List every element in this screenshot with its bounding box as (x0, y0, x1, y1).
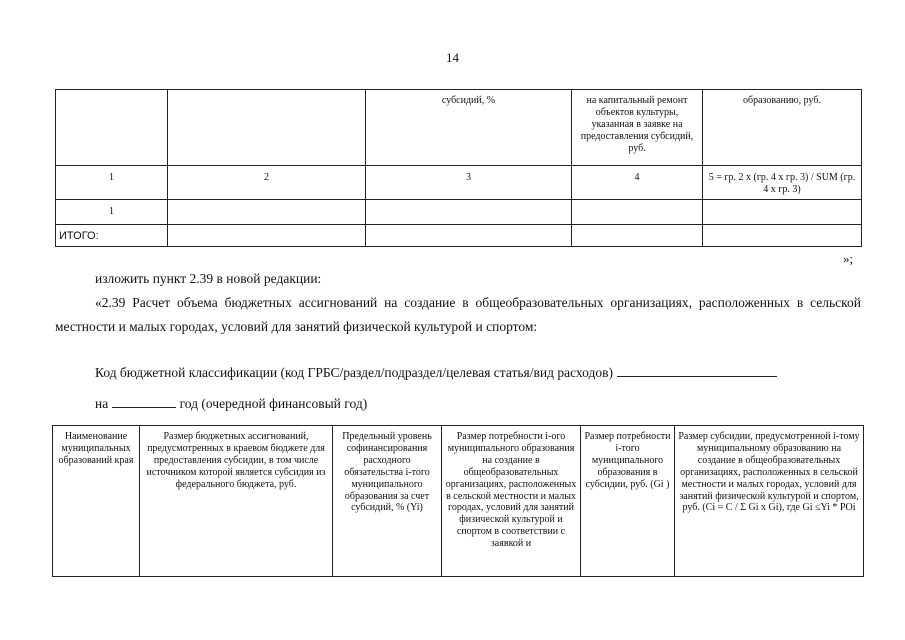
year-prefix: на (95, 396, 109, 411)
year-line (95, 392, 367, 416)
column-number: 1 (56, 166, 168, 200)
header-cell: образованию, руб. (703, 90, 862, 166)
column-formula: 5 = гр. 2 x (гр. 4 x гр. 3) / SUM (гр. 4 x гр. 3) (703, 166, 862, 200)
budget-code-line (95, 361, 777, 385)
year-suffix: год (очередной финансовый год) (179, 396, 368, 411)
total-label: ИТОГО: (56, 225, 168, 247)
table-row (56, 200, 862, 225)
budget-code-label: Код бюджетной классификации (код ГРБС/раздел/подраздел/целевая статья/вид расходов) (95, 365, 613, 380)
closing-quote: »; (843, 251, 854, 266)
year-blank (112, 395, 176, 408)
table-cell (168, 225, 366, 247)
table-header-row (53, 426, 864, 577)
table-cell (572, 225, 703, 247)
header-cell (56, 90, 168, 166)
budget-code-blank (617, 364, 777, 377)
table-cell (703, 225, 862, 247)
table-cell: 1 (56, 200, 168, 225)
column-number-row (56, 166, 862, 200)
table-cell (366, 225, 572, 247)
table-cell (703, 200, 862, 225)
header-cofinancing-level: Предельный уровень софинансирования расходного обязательства i-того муниципального образования за счет субсидий, % (Yi) (333, 426, 442, 577)
section-2-39-heading: «2.39 Расчет объема бюджетных ассигнований на создание в общеобразовательных организациях, расположенных в сельской местности и малых городах, условий для занятий физической культурой и спортом: (55, 295, 861, 334)
table-header-row (56, 90, 862, 166)
calculation-table (52, 425, 864, 577)
column-number: 3 (366, 166, 572, 200)
header-municipality: Наименование муниципальных образований края (53, 426, 140, 577)
header-cell: на капитальный ремонт объектов культуры, указанная в заявке на предоставления субсидий, руб. (572, 90, 703, 166)
header-budget-allocation: Размер бюджетных ассигнований, предусмотренных в краевом бюджете для предоставления субсидии, в том числе источником которой является субсидия из федерального бюджета, руб. (140, 426, 333, 577)
amendment-instruction: изложить пункт 2.39 в новой редакции: (95, 271, 322, 286)
total-row (56, 225, 862, 247)
table-cell (168, 200, 366, 225)
continued-table (55, 89, 862, 247)
column-number: 4 (572, 166, 703, 200)
column-number: 2 (168, 166, 366, 200)
header-cell: субсидий, % (366, 90, 572, 166)
header-subsidy-need: Размер потребности i-того муниципального образования в субсидии, руб. (Gi ) (581, 426, 675, 577)
page-number: 14 (446, 50, 459, 65)
header-subsidy-amount: Размер субсидии, предусмотренной i-тому муниципальному образованию на создание в общеобразовательных организациях, расположенных в сельской местности и малых городах, условий для занятий физической культурой и спортом, руб. (Ci = C / Σ Gi x Gi), где Gi ≤Yi * POi (675, 426, 864, 577)
table-cell (572, 200, 703, 225)
header-requirement: Размер потребности i-ого муниципального образования на создание в общеобразовательных организациях, расположенных в сельской местности и малых городах, условий для занятий физической культурой и спортом в соответствии с заявкой и (442, 426, 581, 577)
header-cell (168, 90, 366, 166)
table-cell (366, 200, 572, 225)
